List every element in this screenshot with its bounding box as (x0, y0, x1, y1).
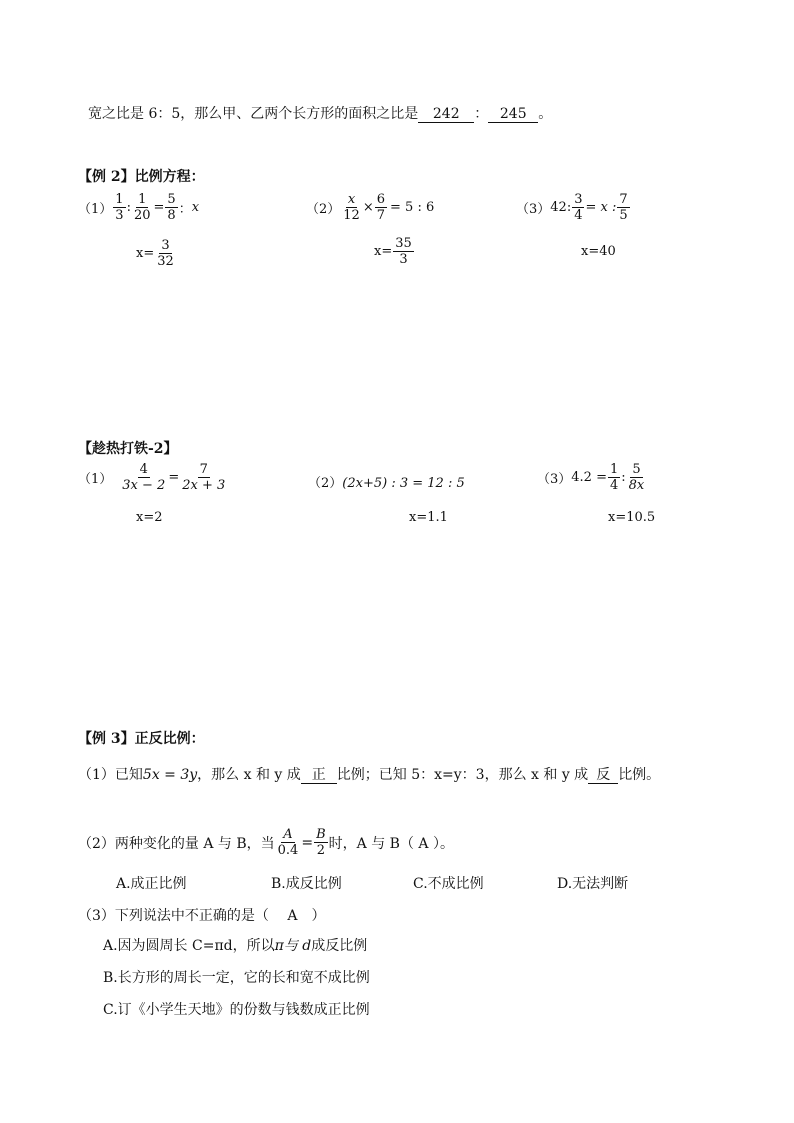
variable: x (191, 200, 200, 215)
question-2 (78, 827, 454, 858)
denominator: 20 (133, 208, 151, 223)
numerator: x (347, 192, 356, 207)
option-c: C.不成比例 (413, 876, 484, 892)
question-3-stem: （3）下列说法中不正确的是（ A ） (78, 908, 326, 924)
statement-a (103, 935, 367, 955)
formula: 5x = 3y (142, 767, 198, 783)
equation-lead: 42: (550, 200, 572, 215)
fraction (375, 192, 387, 223)
answer (136, 238, 177, 269)
numerator: 3 (161, 238, 170, 253)
equation-problem-2 (306, 192, 434, 223)
intro-line (88, 103, 552, 123)
equals-sign: = (168, 470, 180, 485)
question-1 (78, 764, 660, 784)
fraction (155, 238, 176, 269)
fraction (572, 192, 584, 223)
fraction (627, 462, 647, 493)
numerator: 5 (167, 192, 176, 207)
equation-lead: 4.2 = (571, 470, 607, 485)
denominator: 8x (628, 478, 645, 493)
fraction (113, 192, 125, 223)
numerator: 1 (609, 462, 619, 477)
equation: (2x+5) : 3 = 12 : 5 (342, 476, 465, 491)
numerator: 3 (574, 192, 583, 207)
denominator: 3 (115, 208, 124, 223)
numerator: 4 (139, 462, 148, 477)
numerator: 35 (395, 236, 412, 251)
numerator: 6 (376, 192, 386, 207)
fraction (341, 192, 362, 223)
denominator: 12 (343, 208, 360, 223)
numerator: 1 (138, 192, 147, 207)
intro-text: 宽之比是 6：5，那么甲、乙两个长方形的面积之比是 (88, 106, 419, 122)
question-text: （1）已知 (78, 767, 143, 783)
fraction (314, 827, 328, 858)
drill-problem-1 (78, 462, 228, 493)
answer-blank: 245 (488, 107, 538, 123)
equals-sign: = (153, 200, 165, 215)
denominator: 32 (157, 254, 174, 269)
denominator: 7 (376, 208, 386, 223)
ratio-colon: : (621, 470, 626, 485)
answer-blank: 正 (301, 768, 337, 784)
fraction (617, 192, 629, 223)
equals-sign: = (301, 834, 314, 851)
problem-number: （3） (537, 472, 572, 487)
equation-problem-3 (516, 192, 631, 223)
fraction (120, 462, 167, 493)
problem-number: （3） (516, 202, 551, 217)
fraction (132, 192, 153, 223)
denominator: 3x − 2 (122, 478, 166, 493)
fraction (393, 236, 414, 267)
equation-rhs: = 5 : 6 (390, 200, 435, 215)
ratio-separator: ： (474, 106, 489, 122)
option-b: B.成反比例 (271, 876, 342, 892)
statement-text: 成反比例 (311, 938, 368, 954)
times-sign: × (362, 200, 374, 215)
denominator: 2x + 3 (182, 478, 226, 493)
section-heading: 【例 2】比例方程： (78, 169, 205, 185)
fraction (180, 462, 227, 493)
ratio-colon: ： (178, 202, 192, 217)
section-heading: 【例 3】正反比例： (78, 731, 205, 747)
denominator: 4 (609, 478, 619, 493)
fraction (165, 192, 177, 223)
drill-problem-3 (537, 462, 647, 493)
problem-number: （1） (78, 202, 113, 217)
question-text: 时，A 与 B（ A ）。 (328, 835, 454, 852)
question-text: ，那么 x 和 y 成 (197, 767, 301, 783)
denominator: 2 (316, 843, 325, 858)
sentence-end: 。 (538, 106, 553, 122)
problem-number: （2） (308, 476, 343, 491)
denominator: 3 (399, 252, 408, 267)
option-a: A.成正比例 (116, 876, 187, 892)
question-text: 比例；已知 5：x=y：3，那么 x 和 y 成 (336, 767, 589, 783)
statement-c: C.订《小学生天地》的份数与钱数成正比例 (103, 1002, 370, 1018)
numerator: 7 (619, 192, 628, 207)
numerator: 1 (115, 192, 124, 207)
ratio-colon: : (126, 200, 131, 215)
question-text: 比例。 (618, 767, 661, 783)
denominator: 0.4 (277, 843, 299, 858)
answer-blank: 242 (418, 107, 474, 123)
answer: x=1.1 (409, 510, 448, 525)
answer-prefix: x= (136, 246, 155, 261)
option-d: D.无法判断 (557, 876, 629, 892)
numerator: A (283, 827, 293, 842)
drill-problem-2 (308, 472, 465, 491)
answer-blank: 反 (588, 768, 618, 784)
numerator: 5 (632, 462, 641, 477)
answer (374, 236, 415, 267)
numerator: 7 (199, 462, 208, 477)
statement-italic: π与 d (274, 938, 312, 954)
answer: x=10.5 (608, 510, 656, 525)
fraction (276, 827, 301, 858)
denominator: 8 (167, 208, 176, 223)
fraction (608, 462, 620, 493)
statement-b: B.长方形的周长一定，它的长和宽不成比例 (103, 970, 370, 986)
statement-text: A.因为圆周长 C=πd，所以 (103, 938, 275, 954)
answer: x=40 (581, 244, 616, 259)
answer-prefix: x= (374, 244, 393, 259)
equation-middle: = x : (585, 200, 617, 215)
section-heading: 【趁热打铁-2】 (78, 441, 178, 457)
equation-problem-1 (78, 192, 199, 223)
question-text: （2）两种变化的量 A 与 B，当 (78, 835, 275, 852)
answer: x=2 (136, 510, 163, 525)
denominator: 4 (574, 208, 583, 223)
denominator: 5 (619, 208, 628, 223)
numerator: B (316, 827, 326, 842)
problem-number: （2） (306, 202, 341, 217)
problem-number: （1） (78, 472, 113, 487)
